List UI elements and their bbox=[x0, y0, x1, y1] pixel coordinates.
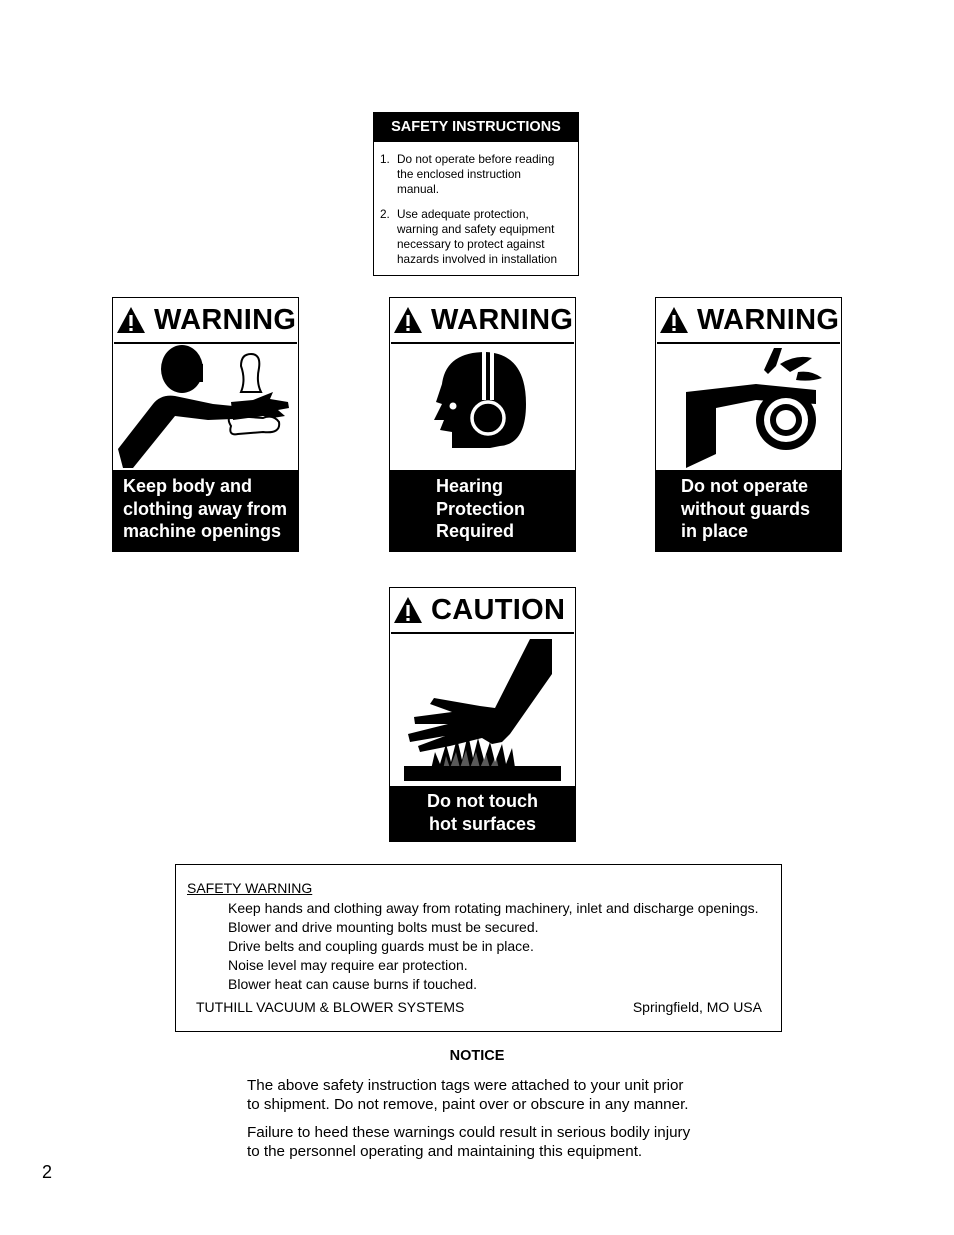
body-clothing-hazard-icon bbox=[113, 344, 298, 470]
hot-surface-icon bbox=[390, 634, 575, 789]
sign-message: Hearing Protection Required bbox=[390, 470, 575, 551]
signal-word: WARNING bbox=[154, 303, 297, 336]
signal-word: CAUTION bbox=[431, 593, 566, 626]
notice-title: NOTICE bbox=[449, 1048, 505, 1064]
safety-instructions-header: SAFETY INSTRUCTIONS bbox=[374, 113, 578, 142]
sign-message: Do not touch hot surfaces bbox=[390, 786, 575, 841]
safety-warning-box bbox=[175, 864, 782, 1032]
list-item: Drive belts and coupling guards must be in place. bbox=[228, 938, 534, 954]
list-item: 1. Do not operate before reading the enclosed instruction manual. bbox=[380, 152, 555, 196]
caution-sign-hot-surfaces bbox=[389, 587, 576, 842]
safety-instructions-tag bbox=[373, 112, 579, 276]
alert-triangle-icon bbox=[393, 596, 423, 624]
safety-instructions-list bbox=[374, 142, 578, 267]
list-item: 2. Use adequate protection, warning and safety equipment necessary to protect against hazards involved in installation bbox=[380, 207, 558, 266]
sign-header bbox=[391, 298, 574, 344]
sign-header bbox=[391, 588, 574, 634]
warning-sign-guards bbox=[655, 297, 842, 552]
alert-triangle-icon bbox=[116, 306, 146, 334]
company-name: TUTHILL VACUUM & BLOWER SYSTEMS bbox=[196, 999, 465, 1015]
hearing-protection-icon bbox=[390, 344, 575, 470]
notice-paragraph: Failure to heed these warnings could result in serious bodily injury to the personnel operating and maintaining this equipment. bbox=[247, 1124, 691, 1160]
alert-triangle-icon bbox=[659, 306, 689, 334]
list-item: Blower heat can cause burns if touched. bbox=[228, 976, 478, 992]
signal-word: WARNING bbox=[697, 303, 840, 336]
sign-header bbox=[657, 298, 840, 344]
page-number: 2 bbox=[42, 1162, 53, 1182]
list-item: Noise level may require ear protection. bbox=[228, 957, 468, 973]
warning-sign-hearing-protection bbox=[389, 297, 576, 552]
list-item: Blower and drive mounting bolts must be secured. bbox=[228, 919, 539, 935]
warning-sign-machine-openings bbox=[112, 297, 299, 552]
sign-header bbox=[114, 298, 297, 344]
company-location: Springfield, MO USA bbox=[632, 999, 762, 1015]
entanglement-guard-icon bbox=[656, 344, 841, 470]
notice-paragraph: The above safety instruction tags were attached to your unit prior to shipment. Do not remove, paint over or obscure in any manner. bbox=[247, 1077, 689, 1113]
list-item: Keep hands and clothing away from rotating machinery, inlet and discharge openings. bbox=[228, 900, 759, 916]
sign-message: Do not operate without guards in place bbox=[656, 470, 841, 551]
sign-message: Keep body and clothing away from machine openings bbox=[113, 470, 298, 551]
safety-warning-title: SAFETY WARNING bbox=[187, 880, 313, 896]
alert-triangle-icon bbox=[393, 306, 423, 334]
signal-word: WARNING bbox=[431, 303, 574, 336]
safety-warning-list bbox=[228, 899, 759, 994]
